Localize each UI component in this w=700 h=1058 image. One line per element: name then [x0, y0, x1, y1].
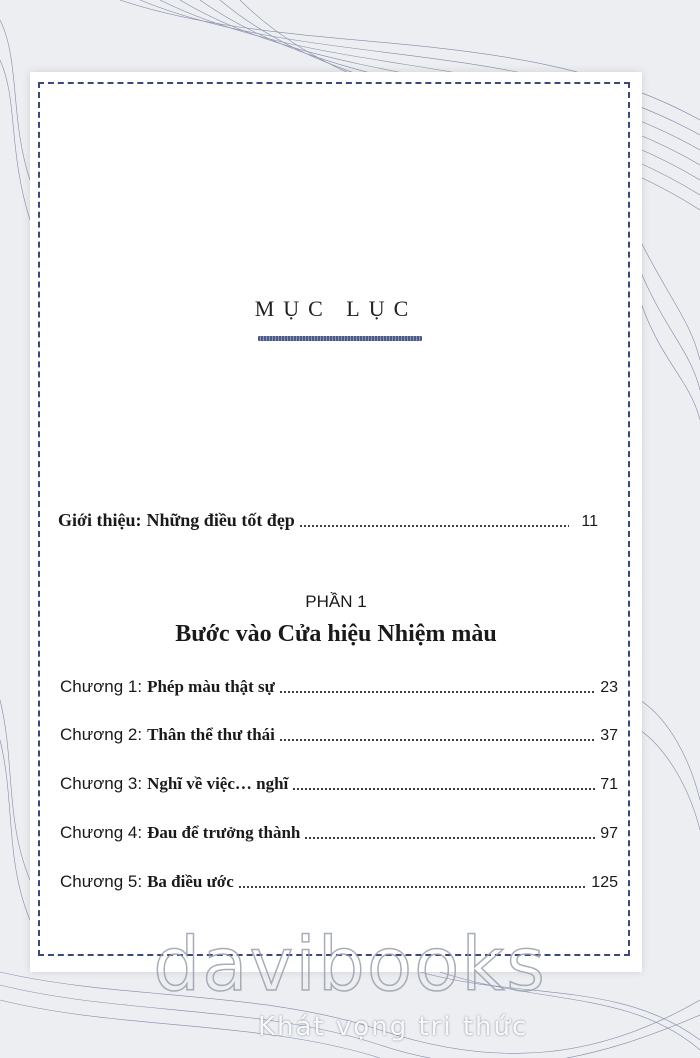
toc-row-chapter-1[interactable] [60, 677, 618, 697]
dot-leader [238, 886, 588, 888]
watermark-slogan: Khát vọng tri thức [258, 1012, 529, 1042]
chapter-title: Thân thể thư thái [147, 725, 275, 744]
chapter-page-number: 23 [600, 679, 618, 696]
toc-row-chapter-5[interactable] [60, 872, 618, 892]
intro-label: Giới thiệu: [58, 510, 142, 530]
chapter-page-number: 37 [600, 727, 618, 744]
chapter-label: Chương 1: [60, 677, 143, 696]
chapter-page-number: 125 [591, 874, 618, 891]
toc-row-intro[interactable] [58, 510, 598, 531]
chapter-label: Chương 5: [60, 872, 143, 891]
chapter-label: Chương 4: [60, 823, 143, 842]
part-label: PHẦN 1 [305, 592, 367, 611]
chapter-title: Phép màu thật sự [147, 677, 275, 696]
toc-row-chapter-2[interactable] [60, 725, 618, 745]
chapter-page-number: 71 [600, 776, 618, 793]
title-underline [258, 336, 422, 341]
toc-title: MỤC LỤC [254, 296, 418, 321]
dot-leader [292, 788, 596, 790]
chapter-title: Ba điều ước [147, 872, 234, 891]
dot-leader [279, 691, 596, 693]
dot-leader [279, 739, 596, 741]
toc-page [30, 72, 642, 972]
part-title: Bước vào Cửa hiệu Nhiệm màu [175, 621, 497, 647]
toc-row-chapter-4[interactable] [60, 823, 618, 843]
chapter-label: Chương 3: [60, 774, 143, 793]
dot-leader [304, 837, 596, 839]
dot-leader [299, 525, 570, 527]
chapter-title: Đau để trưởng thành [147, 823, 301, 842]
chapter-label: Chương 2: [60, 725, 143, 744]
intro-title: Những điều tốt đẹp [146, 510, 295, 530]
intro-page-number: 11 [581, 513, 598, 530]
toc-row-chapter-3[interactable] [60, 774, 618, 794]
chapter-title: Nghĩ về việc… nghĩ [147, 774, 289, 793]
chapter-page-number: 97 [600, 825, 618, 842]
watermark-brand: davibooks [153, 922, 547, 1008]
